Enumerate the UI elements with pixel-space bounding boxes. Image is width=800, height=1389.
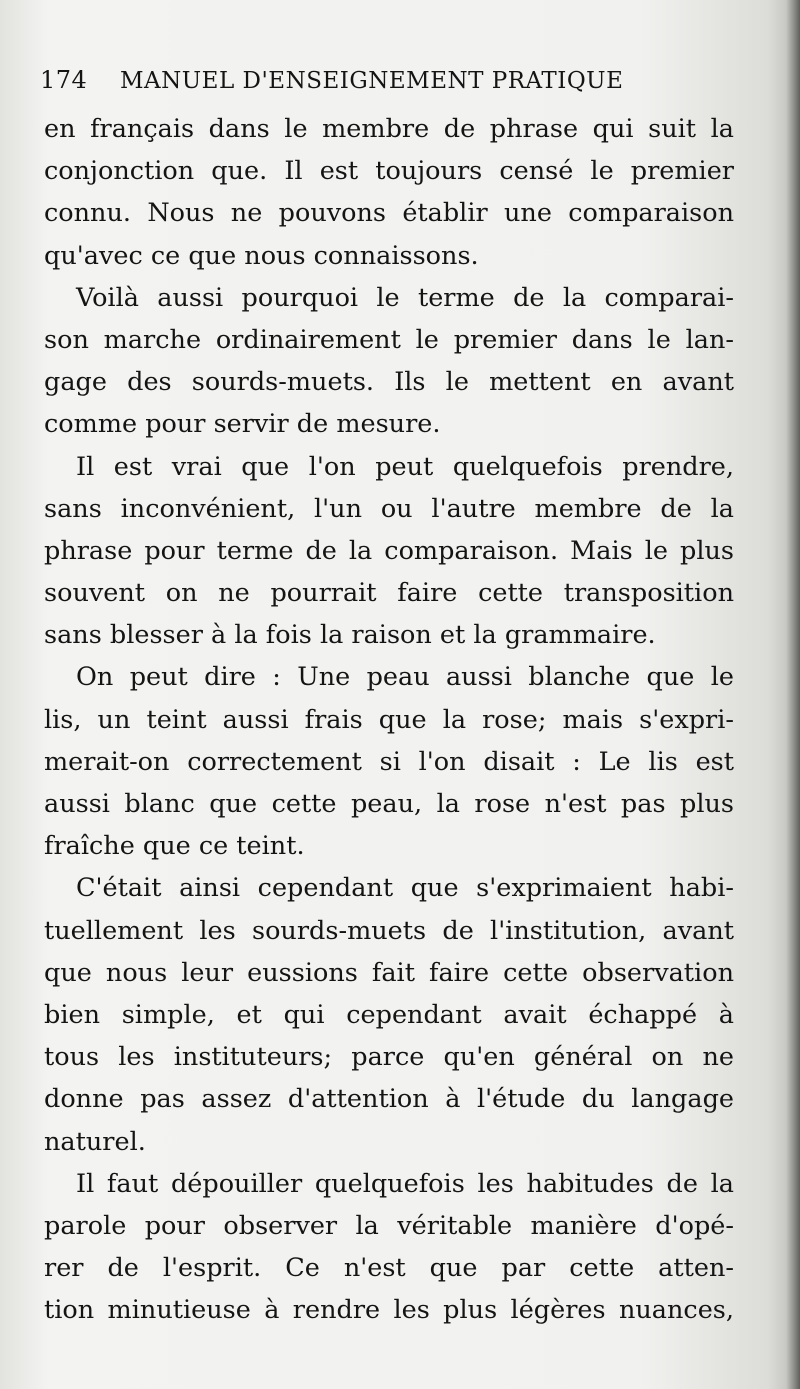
text-line: On peut dire : Une peau aussi blanche que le <box>76 662 734 693</box>
text-line: lis, un teint aussi frais que la rose; mais s'expri- <box>44 704 734 735</box>
text-line: Il faut dépouiller quelquefois les habitudes de la <box>76 1168 734 1199</box>
text-line: phrase pour terme de la comparaison. Mais le plus <box>44 535 734 566</box>
text-line: tuellement les sourds-muets de l'institution, avant <box>44 915 734 946</box>
text-line: fraîche que ce teint. <box>44 831 305 862</box>
text-line: Il est vrai que l'on peut quelquefois prendre, <box>76 451 734 482</box>
page-spine-shadow <box>786 0 800 1389</box>
text-line: comme pour servir de mesure. <box>44 409 441 440</box>
text-line: connu. Nous ne pouvons établir une comparaison <box>44 198 734 229</box>
text-line: en français dans le membre de phrase qui suit la <box>44 114 734 144</box>
text-line: Voilà aussi pourquoi le terme de la comparai- <box>76 282 734 313</box>
text-line: aussi blanc que cette peau, la rose n'est pas plus <box>44 789 734 819</box>
body-text <box>44 108 734 1331</box>
running-title: MANUEL D'ENSEIGNEMENT PRATIQUE <box>120 68 624 94</box>
text-line: tous les instituteurs; parce qu'en général on ne <box>44 1042 734 1073</box>
text-line: gage des sourds-muets. Ils le mettent en avant <box>44 367 734 398</box>
text-line: que nous leur eussions fait faire cette observation <box>44 957 734 988</box>
running-header <box>40 66 760 102</box>
text-line: naturel. <box>44 1126 146 1157</box>
text-line: son marche ordinairement le premier dans le lan- <box>44 324 734 355</box>
text-line: sans inconvénient, l'un ou l'autre membre de la <box>44 493 734 524</box>
text-line: bien simple, et qui cependant avait échappé à <box>44 999 734 1030</box>
text-line: merait-on correctement si l'on disait : Le lis est <box>44 746 734 777</box>
text-line: qu'avec ce que nous connaissons. <box>44 240 479 271</box>
text-line: rer de l'esprit. Ce n'est que par cette atten- <box>44 1253 734 1284</box>
text-line: donne pas assez d'attention à l'étude du langage <box>44 1084 734 1115</box>
text-line: C'était ainsi cependant que s'exprimaient habi- <box>76 873 734 904</box>
text-line: tion minutieuse à rendre les plus légères nuances, <box>44 1295 734 1326</box>
page-number: 174 <box>40 66 88 94</box>
text-line: conjonction que. Il est toujours censé le premier <box>44 156 734 187</box>
text-line: sans blesser à la fois la raison et la grammaire. <box>44 620 656 651</box>
text-line: parole pour observer la véritable manière d'opé- <box>44 1210 734 1241</box>
text-line: souvent on ne pourrait faire cette transposition <box>44 578 734 609</box>
